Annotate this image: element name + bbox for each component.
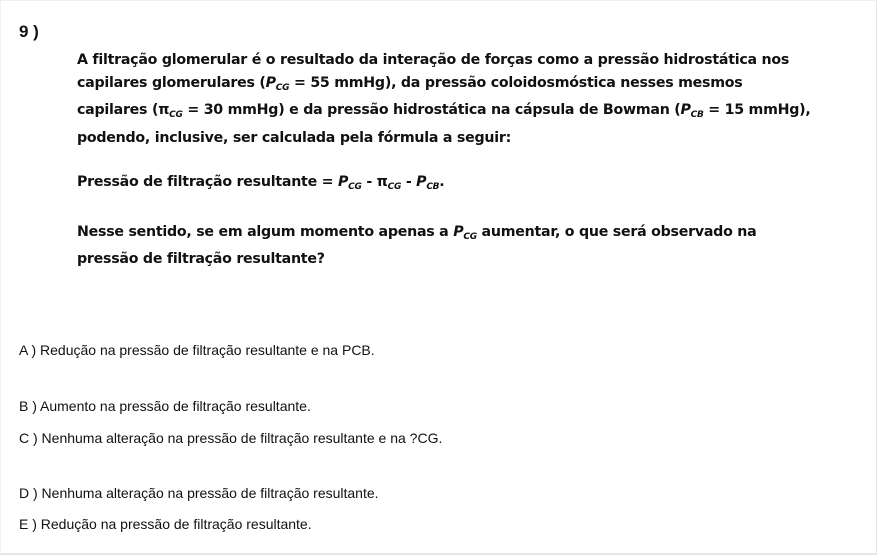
stem-line-1: A filtração glomerular é o resultado da interação de forças como a pressão hidrostática nos [77,52,790,68]
alternative-c[interactable]: C ) Nenhuma alteração na pressão de filtração resultante e na ?CG. [19,430,443,446]
picg-symbol: $\pi_{CG}$ [158,102,183,120]
pcb-symbol: $P_{CB}$ [680,102,704,120]
question-number: 9 ) [19,22,39,41]
formula-pcb: $P_{CB}$ [416,174,440,192]
alternative-e[interactable]: E ) Redução na pressão de filtração resultante. [19,516,312,532]
prompt-line-1: Nesse sentido, se em algum momento apenas a $P_{CG}$ aumentar, o que será observado na [77,223,757,242]
prompt-pcg: $P_{CG}$ [453,223,477,242]
question-stem [77,49,817,271]
formula: Pressão de filtração resultante = $P_{CG} - \pi_{CG} - P_{CB}$. [77,174,445,192]
stem-line-3: capilares ($\pi_{CG} = 30$ mmHg) e da pressão hidrostática na cápsula de Bowman ($P_{CB} = 15$ mmHg), [77,102,811,120]
alternative-a[interactable]: A ) Redução na pressão de filtração resultante e na PCB. [19,342,375,358]
pcg-symbol: $P_{CG}$ [265,74,290,93]
prompt-line-2: pressão de filtração resultante? [77,251,325,267]
stem-line-2: capilares glomerulares ($P_{CG} = 55$ mmHg), da pressão coloidosmóstica nesses mesmos [77,74,743,93]
alternative-b[interactable]: B ) Aumento na pressão de filtração resultante. [19,398,311,414]
formula-pcg: $P_{CG}$ [337,174,362,192]
stem-line-4: podendo, inclusive, ser calculada pela fórmula a seguir: [77,129,512,146]
formula-picg: $\pi_{CG}$ [376,174,402,192]
alternative-d[interactable]: D ) Nenhuma alteração na pressão de filtração resultante. [19,485,379,501]
